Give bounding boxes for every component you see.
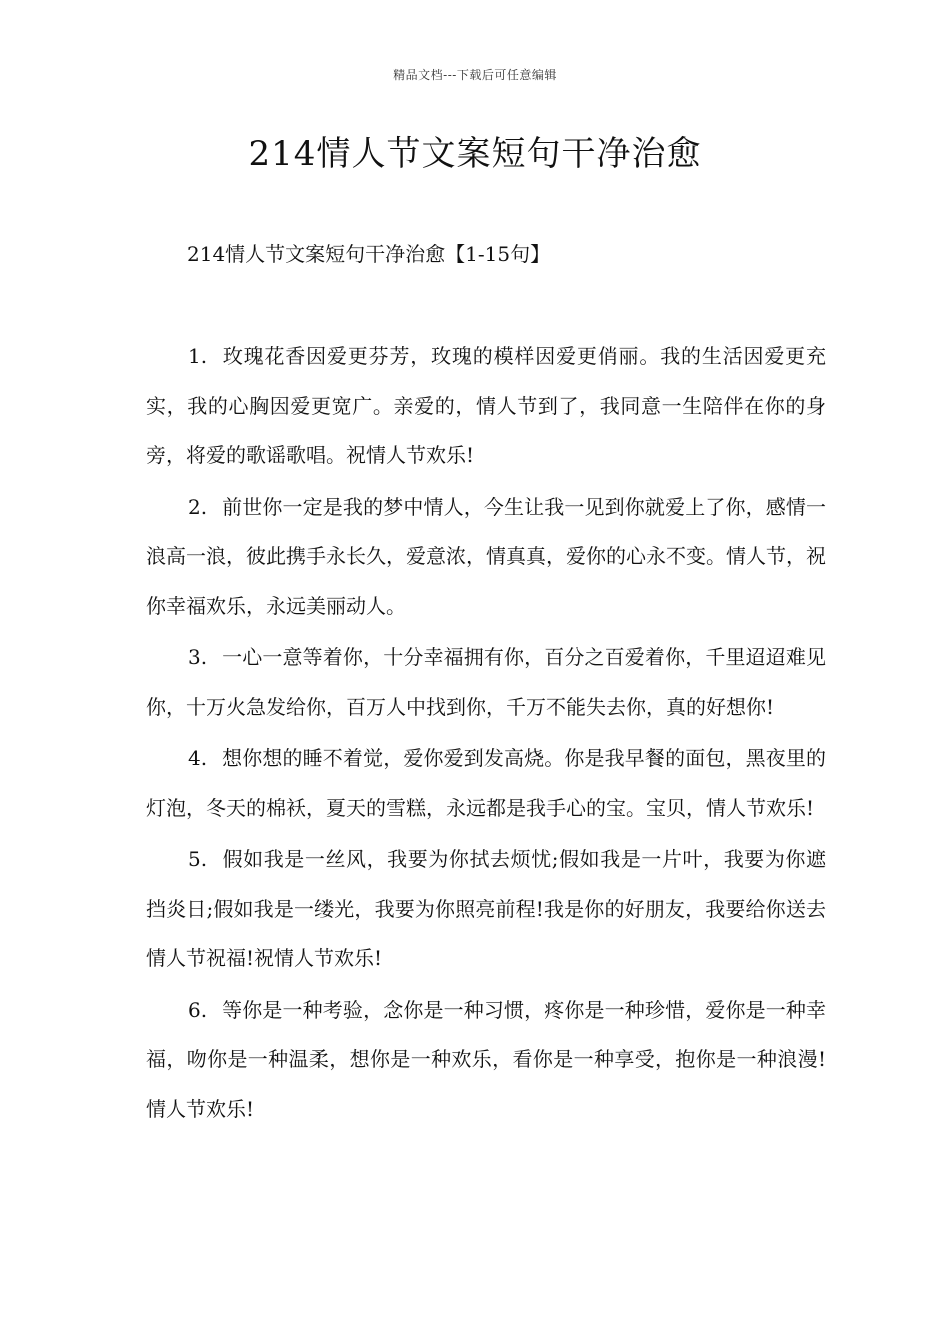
document-title: 214情人节文案短句干净治愈 (248, 134, 702, 174)
list-item (146, 332, 826, 481)
item-number: 4. (188, 746, 208, 770)
item-text: 前世你一定是我的梦中情人，今生让我一见到你就爱上了你，感情一浪高一浪，彼此携手永长久，爱意浓，情真真，爱你的心永不变。情人节，祝你幸福欢乐，永远美丽动人。 (146, 494, 826, 618)
header-note: 精品文档---下载后可任意编辑 (393, 68, 557, 82)
document-subtitle: 214情人节文案短句干净治愈【1-15句】 (187, 242, 551, 266)
item-text: 想你想的睡不着觉，爱你爱到发高烧。你是我早餐的面包，黑夜里的灯泡，冬天的棉袄，夏天的雪糕，永远都是我手心的宝。宝贝，情人节欢乐! (146, 746, 826, 820)
list-item (146, 835, 826, 984)
item-number: 5. (188, 847, 208, 871)
item-number: 1. (188, 344, 208, 368)
list-item (146, 483, 826, 632)
item-number: 6. (188, 997, 208, 1022)
item-number: 3. (188, 645, 208, 669)
item-number: 2. (188, 494, 208, 519)
item-text: 假如我是一丝风，我要为你拭去烦忧;假如我是一片叶，我要为你遮挡炎日;假如我是一缕光，我要为你照亮前程!我是你的好朋友，我要给你送去情人节祝福!祝情人节欢乐! (146, 847, 826, 970)
item-text: 等你是一种考验，念你是一种习惯，疼你是一种珍惜，爱你是一种幸福，吻你是一种温柔，想你是一种欢乐，看你是一种享受，抱你是一种浪漫!情人节欢乐! (146, 997, 826, 1121)
item-text: 玫瑰花香因爱更芬芳，玫瑰的模样因爱更俏丽。我的生活因爱更充实，我的心胸因爱更宽广。亲爱的，情人节到了，我同意一生陪伴在你的身旁，将爱的歌谣歌唱。祝情人节欢乐! (146, 344, 826, 467)
list-item (146, 633, 826, 732)
list-item (146, 734, 826, 833)
content-body (146, 332, 826, 1136)
list-item (146, 986, 826, 1135)
item-text: 一心一意等着你，十分幸福拥有你，百分之百爱着你，千里迢迢难见你，十万火急发给你，百万人中找到你，千万不能失去你，真的好想你! (146, 645, 826, 719)
